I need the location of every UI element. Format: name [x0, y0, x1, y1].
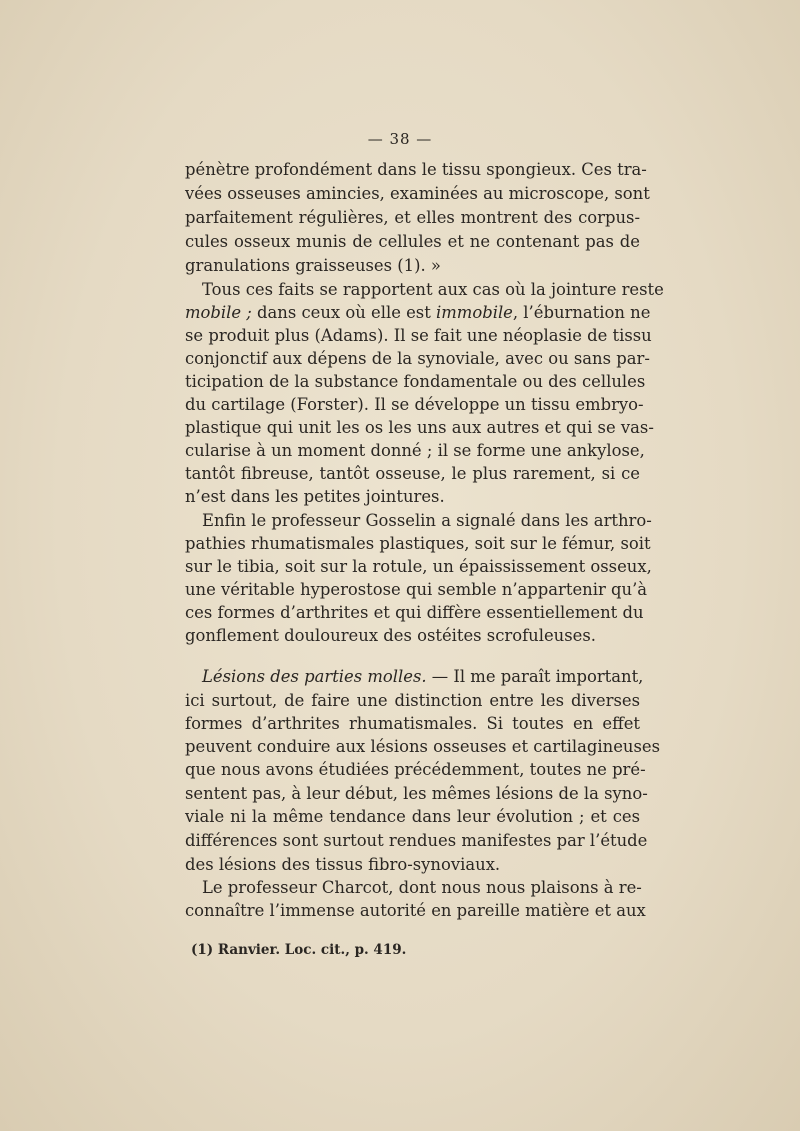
text-line: que nous avons étudiées précédemment, toutes ne pré- — [185, 760, 646, 779]
text-line: ticipation de la substance fondamentale ou des cellules — [185, 372, 646, 391]
text-line: granulations graisseuses (1). » — [185, 256, 441, 275]
text-line: sentent pas, à leur début, les mêmes lésions de la syno- — [185, 784, 648, 803]
text-line: gonflement douloureux des ostéites scrofuleuses. — [185, 626, 596, 645]
text-line: n’est dans les petites jointures. — [185, 487, 445, 506]
text-line: formes d’arthrites rhumatismales. Si toutes en effet — [185, 714, 640, 733]
text-line: du cartilage (Forster). Il se développe un tissu embryo- — [185, 395, 644, 414]
text-line: Le professeur Charcot, dont nous nous plaisons à re- — [202, 878, 642, 897]
text-line: pathies rhumatismales plastiques, soit sur le fémur, soit — [185, 534, 651, 553]
page-number: — 38 — — [367, 130, 433, 148]
text-line: peuvent conduire aux lésions osseuses et cartilagineuses — [185, 737, 661, 756]
footnote: (1) Ranvier. Loc. cit., p. 419. — [191, 942, 407, 958]
text-line: sur le tibia, soit sur la rotule, un épaississement osseux, — [185, 557, 652, 576]
text-line: Enfin le professeur Gosselin a signalé dans les arthro- — [202, 511, 652, 530]
text-line: parfaitement régulières, et elles montrent des corpus- — [185, 208, 640, 227]
text-line: vées osseuses amincies, examinées au microscope, sont — [185, 184, 650, 203]
text-line: plastique qui unit les os les uns aux autres et qui se vas- — [185, 418, 654, 437]
text-line: pénètre profondément dans le tissu spongieux. Ces tra- — [185, 160, 647, 179]
text-line: cules osseux munis de cellules et ne contenant pas de — [185, 232, 640, 251]
section-heading-line: Lésions des parties molles. — Il me paraît important, — [202, 667, 644, 686]
text-line: se produit plus (Adams). Il se fait une néoplasie de tissu — [185, 326, 652, 345]
text-line: différences sont surtout rendues manifestes par l’étude — [185, 831, 648, 850]
text-line: mobile ; dans ceux où elle est immobile, l’éburnation ne — [185, 303, 651, 322]
text-line: conjonctif aux dépens de la synoviale, avec ou sans par- — [185, 349, 650, 368]
text-line: ces formes d’arthrites et qui diffère essentiellement du — [185, 603, 644, 622]
text-line: une véritable hyperostose qui semble n’appartenir qu’à — [185, 580, 648, 599]
text-line: cularise à un moment donné ; il se forme une ankylose, — [185, 441, 645, 460]
text-line: ici surtout, de faire une distinction entre les diverses — [185, 691, 640, 710]
text-line: des lésions des tissus fibro-synoviaux. — [185, 855, 501, 874]
text-line: tantôt fibreuse, tantôt osseuse, le plus rarement, si ce — [185, 464, 640, 483]
text-line: Tous ces faits se rapportent aux cas où la jointure reste — [202, 280, 664, 299]
text-line: connaître l’immense autorité en pareille matière et aux — [185, 901, 646, 920]
text-line: viale ni la même tendance dans leur évolution ; et ces — [185, 807, 640, 826]
